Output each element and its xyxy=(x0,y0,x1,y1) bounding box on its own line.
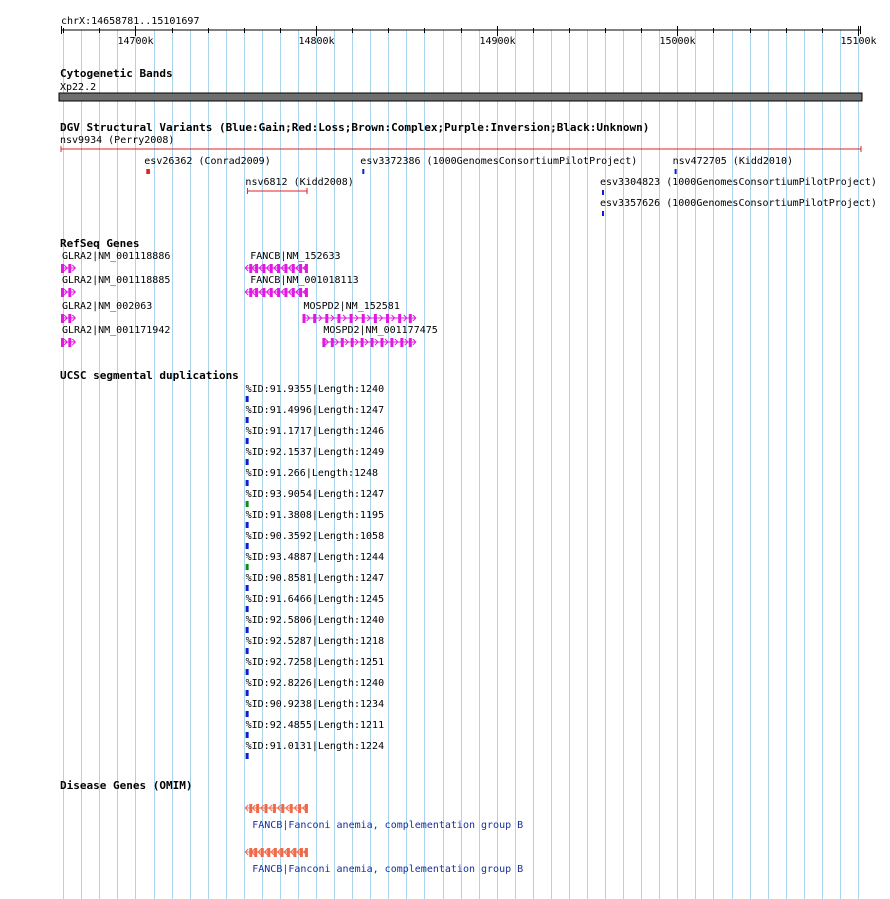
gene-exon xyxy=(409,314,412,323)
gene-exon xyxy=(255,288,258,297)
omim-track xyxy=(60,779,523,875)
segdup-block[interactable] xyxy=(246,564,249,570)
segdup-block[interactable] xyxy=(246,501,249,507)
gene-exon xyxy=(256,804,259,813)
gene-exon xyxy=(68,314,71,323)
cytoband-bar[interactable] xyxy=(59,93,862,101)
strand-arrow-icon xyxy=(71,315,75,321)
gene-exon xyxy=(299,288,302,297)
dgv-feature-label: esv3357626 (1000GenomesConsortiumPilotProject) xyxy=(599,198,877,209)
segdup-label: %ID:92.5287|Length:1218 xyxy=(245,636,385,647)
ruler-tick-label: 14800k xyxy=(298,36,335,47)
gene-exon xyxy=(270,264,273,273)
segdup-block[interactable] xyxy=(246,669,249,675)
cytoband-track xyxy=(59,67,862,101)
segdup-label: %ID:91.3808|Length:1195 xyxy=(245,510,385,521)
segdup-label: %ID:92.8226|Length:1240 xyxy=(245,678,385,689)
omim-track-title: Disease Genes (OMIM) xyxy=(60,779,193,792)
gene-exon xyxy=(380,338,383,347)
segdup-block[interactable] xyxy=(246,753,249,759)
gene-exon xyxy=(386,314,389,323)
omim-feature-label: FANCB|Fanconi anemia, complementation group B xyxy=(252,864,524,875)
segdup-label: %ID:91.4996|Length:1247 xyxy=(245,405,385,416)
gene-exon xyxy=(68,288,71,297)
strand-arrow-icon xyxy=(245,805,249,811)
refseq-gene-label: MOSPD2|NM_001177475 xyxy=(323,325,438,336)
gene-exon xyxy=(61,314,64,323)
strand-arrow-icon xyxy=(71,265,75,271)
gene-exon xyxy=(374,314,377,323)
segdup-label: %ID:91.6466|Length:1245 xyxy=(245,594,385,605)
cytoband-label: Xp22.2 xyxy=(60,82,97,93)
segdup-block[interactable] xyxy=(246,543,249,549)
cytoband-track-title: Cytogenetic Bands xyxy=(60,67,173,80)
segdup-block[interactable] xyxy=(246,459,249,465)
segdup-label: %ID:91.0131|Length:1224 xyxy=(245,741,385,752)
segdup-label: %ID:92.4855|Length:1211 xyxy=(245,720,385,731)
strand-arrow-icon xyxy=(412,339,416,345)
refseq-gene-label: FANCB|NM_152633 xyxy=(250,251,341,262)
segdup-label: %ID:93.9054|Length:1247 xyxy=(245,489,385,500)
strand-arrow-icon xyxy=(412,315,416,321)
dgv-feature-label: esv3304823 (1000GenomesConsortiumPilotProject) xyxy=(599,177,877,188)
dgv-feature-label: nsv472705 (Kidd2010) xyxy=(672,156,794,167)
gene-exon xyxy=(284,264,287,273)
strand-arrow-icon xyxy=(71,289,75,295)
ruler-ticks xyxy=(62,26,877,47)
segdup-block[interactable] xyxy=(246,732,249,738)
refseq-gene[interactable] xyxy=(303,314,416,323)
gene-exon xyxy=(281,804,284,813)
refseq-gene-label: GLRA2|NM_001171942 xyxy=(62,325,171,336)
gene-exon xyxy=(255,264,258,273)
ruler-tick-label: 14700k xyxy=(117,36,154,47)
refseq-gene-label: FANCB|NM_001018113 xyxy=(250,275,359,286)
segdup-block[interactable] xyxy=(246,417,249,423)
gene-exon xyxy=(313,314,316,323)
gene-exon xyxy=(361,338,364,347)
refseq-gene[interactable] xyxy=(61,338,75,347)
refseq-gene-label: GLRA2|NM_001118886 xyxy=(62,251,171,262)
gene-exon xyxy=(351,338,354,347)
gene-exon xyxy=(298,804,301,813)
gene-exon xyxy=(292,288,295,297)
segdup-label: %ID:92.7258|Length:1251 xyxy=(245,657,385,668)
omim-feature-label: FANCB|Fanconi anemia, complementation group B xyxy=(252,820,524,831)
dgv-variant-block[interactable] xyxy=(675,169,677,174)
dgv-variant-block[interactable] xyxy=(602,211,604,216)
refseq-track xyxy=(60,237,438,347)
ruler xyxy=(61,16,877,47)
refseq-gene[interactable] xyxy=(61,288,75,297)
segdup-block[interactable] xyxy=(246,396,249,402)
gene-exon xyxy=(350,314,353,323)
gene-exon xyxy=(299,264,302,273)
segdup-block[interactable] xyxy=(246,480,249,486)
dgv-feature-label: nsv6812 (Kidd2008) xyxy=(245,177,354,188)
gene-exon xyxy=(390,338,393,347)
ruler-tick-label: 15000k xyxy=(659,36,696,47)
gene-exon xyxy=(290,804,293,813)
ruler-tick-label: 14900k xyxy=(479,36,516,47)
segdup-label: %ID:91.266|Length:1248 xyxy=(245,468,379,479)
gene-exon xyxy=(68,338,71,347)
segdup-label: %ID:93.4887|Length:1244 xyxy=(245,552,385,563)
refseq-gene-label: GLRA2|NM_001118885 xyxy=(62,275,171,286)
gene-exon xyxy=(265,804,268,813)
strand-arrow-icon xyxy=(71,339,75,345)
gene-exon xyxy=(303,314,306,323)
segdup-block[interactable] xyxy=(246,522,249,528)
gene-exon xyxy=(61,338,64,347)
gene-exon xyxy=(325,314,328,323)
segdup-block[interactable] xyxy=(246,711,249,717)
segdup-label: %ID:92.5806|Length:1240 xyxy=(245,615,385,626)
dgv-variant-block[interactable] xyxy=(602,190,604,195)
segdup-track-title: UCSC segmental duplications xyxy=(60,369,239,382)
gene-exon xyxy=(409,338,412,347)
segdup-features xyxy=(246,384,384,759)
refseq-gene[interactable] xyxy=(61,264,75,273)
gene-exon xyxy=(61,264,64,273)
gene-exon xyxy=(68,264,71,273)
gene-exon xyxy=(341,338,344,347)
segdup-block[interactable] xyxy=(246,606,249,612)
gene-exon xyxy=(277,288,280,297)
segdup-label: %ID:91.9355|Length:1240 xyxy=(245,384,385,395)
gene-exon xyxy=(284,288,287,297)
refseq-gene[interactable] xyxy=(322,338,415,347)
dgv-feature-label: esv26362 (Conrad2009) xyxy=(144,156,271,167)
dgv-variant-block[interactable] xyxy=(362,169,364,174)
gene-exon xyxy=(400,338,403,347)
dgv-feature-label: nsv9934 (Perry2008) xyxy=(60,135,175,146)
dgv-track-title: DGV Structural Variants (Blue:Gain;Red:Loss;Brown:Complex;Purple:Inversion;Black:Unknown) xyxy=(60,121,650,134)
refseq-gene-label: MOSPD2|NM_152581 xyxy=(303,301,400,312)
segdup-block[interactable] xyxy=(246,627,249,633)
dgv-feature-label: esv3372386 (1000GenomesConsortiumPilotProject) xyxy=(360,156,638,167)
strand-arrow-icon xyxy=(245,849,249,855)
dgv-variant-block[interactable] xyxy=(146,169,150,174)
ruler-tick-label: 15100k xyxy=(840,36,877,47)
strand-arrow-icon xyxy=(245,289,249,295)
segdup-label: %ID:92.1537|Length:1249 xyxy=(245,447,385,458)
gene-exon xyxy=(61,288,64,297)
segdup-label: %ID:90.9238|Length:1234 xyxy=(245,699,385,710)
refseq-gene[interactable] xyxy=(61,314,75,323)
gene-exon xyxy=(249,804,252,813)
gene-exon xyxy=(273,804,276,813)
segdup-block[interactable] xyxy=(246,648,249,654)
dgv-features xyxy=(60,135,877,216)
omim-features xyxy=(245,804,523,875)
gene-exon xyxy=(262,264,265,273)
region-label: chrX:14658781..15101697 xyxy=(61,16,200,27)
segdup-label: %ID:90.3592|Length:1058 xyxy=(245,531,385,542)
gene-exon xyxy=(292,264,295,273)
strand-arrow-icon xyxy=(245,265,249,271)
segdup-block[interactable] xyxy=(246,690,249,696)
segdup-block[interactable] xyxy=(246,438,249,444)
refseq-track-title: RefSeq Genes xyxy=(60,237,140,250)
gene-exon xyxy=(262,288,265,297)
refseq-gene-label: GLRA2|NM_002063 xyxy=(62,301,153,312)
dgv-track xyxy=(60,121,877,216)
gene-exon xyxy=(371,338,374,347)
gene-exon xyxy=(398,314,401,323)
gene-exon xyxy=(277,264,280,273)
gene-exon xyxy=(270,288,273,297)
gene-exon xyxy=(362,314,365,323)
gene-exon xyxy=(322,338,325,347)
gene-exon xyxy=(337,314,340,323)
segdup-block[interactable] xyxy=(246,585,249,591)
segdup-track xyxy=(60,369,384,759)
segdup-label: %ID:90.8581|Length:1247 xyxy=(245,573,385,584)
gene-exon xyxy=(331,338,334,347)
omim-feature[interactable] xyxy=(245,804,308,813)
segdup-label: %ID:91.1717|Length:1246 xyxy=(245,426,385,437)
